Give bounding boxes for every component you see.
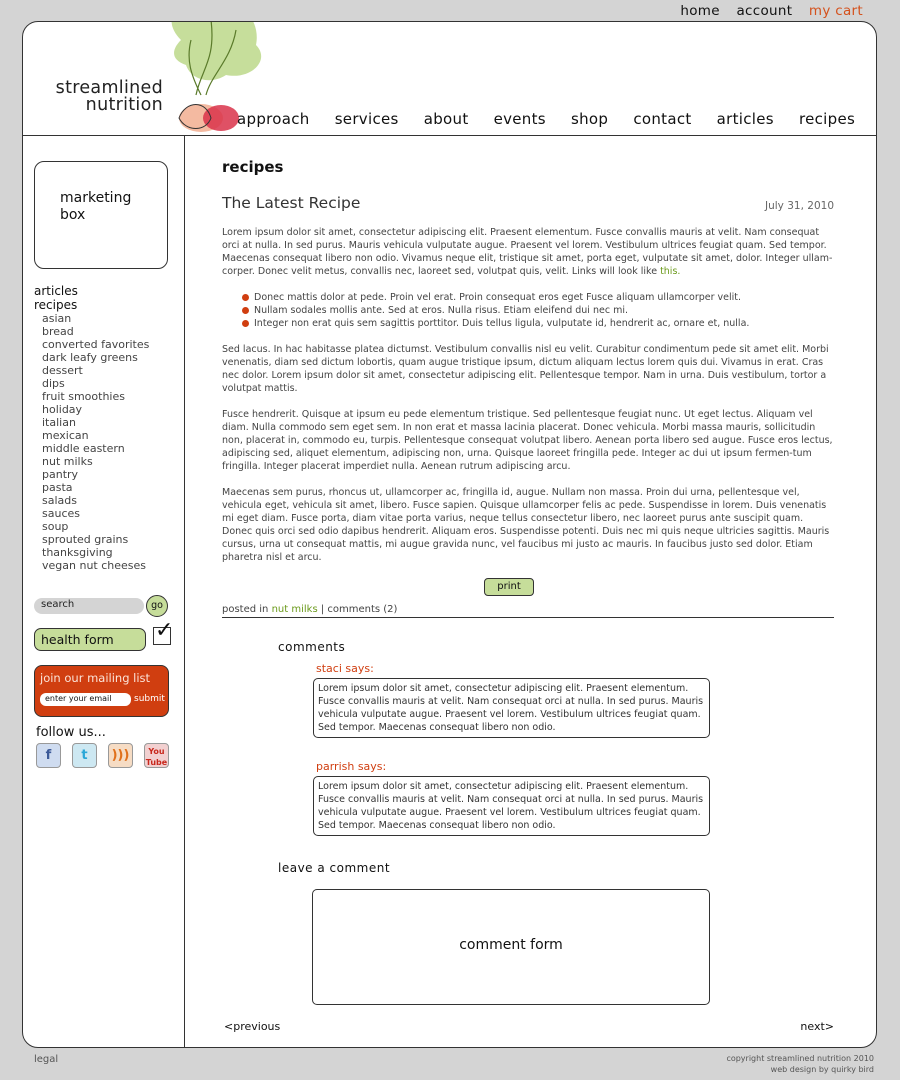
marketing-box[interactable] [34,161,168,269]
sidebar-item-articles[interactable]: articles [34,284,78,298]
sidebar-subitem[interactable]: dips [42,377,65,390]
paragraph-2: Sed lacus. In hac habitasse platea dictumst. Vestibulum convallis nisl eu velit. Curabitur condimentum pede sit amet elit. Morbi venenatis, diam sed dictum lobortis, quam augue tristique ipsum, dictum aliquam lectus lorem quis dui. Vivamus in erat. Cras nec dolor. Lorem ipsum dolor sit amet, consectetur adipiscing elit. Pellentesque tempor. Nam in urna. Duis vestibulum, tortor a volutpat mattis. [222,344,829,394]
mailing-list-title: join our mailing list [40,671,151,685]
sidebar-subitem[interactable]: salads [42,494,77,507]
top-nav [668,3,863,19]
submit-button[interactable]: submit [134,694,165,704]
sidebar-subitem[interactable]: italian [42,416,76,429]
recipe-category-list [34,312,149,572]
comments-count[interactable]: | comments (2) [317,604,398,615]
sidebar-subitem[interactable]: holiday [42,403,83,416]
nav-contact[interactable]: contact [633,110,692,128]
home-link[interactable]: home [680,3,720,19]
comments-heading: comments [278,640,346,654]
site-logo[interactable] [35,80,163,114]
previous-link[interactable]: <previous [224,1020,281,1033]
nav-shop[interactable]: shop [571,110,609,128]
sidebar-subitem[interactable]: thanksgiving [42,546,113,559]
nav-recipes[interactable]: recipes [798,110,856,128]
sidebar-subitem[interactable]: nut milks [42,455,93,468]
twitter-icon[interactable]: t [72,743,97,768]
category-link[interactable]: nut milks [271,604,318,615]
logo-line-2: nutrition [85,95,163,115]
go-button[interactable]: go [146,595,168,617]
sidebar-menu [34,284,149,572]
health-form-button[interactable]: health form [34,628,146,651]
logo-line-1: streamlined [55,78,163,98]
sidebar-subitem[interactable]: sauces [42,507,80,520]
paragraph-1 [222,226,834,278]
page-frame [22,21,877,1048]
checkbox-icon [153,627,171,645]
email-field[interactable]: enter your email [40,693,131,706]
paragraph-3: Fusce hendrerit. Quisque at ipsum eu pede elementum tristique. Sed pellentesque feugiat nunc. Ut eget lectus. Aliquam vel diam. Nulla commodo sem eget sem. In non erat et massa lacinia placerat. Donec vehicula. Morbi massa mauris, sollicitudin non, placerat in, commodo eu, turpis. Pellentesque consequat volutpat libero. Aenean porta libero sed augue. Fusce eros lectus, adipiscing sed, aliquet elementum, adipiscing non, urna. Quisque laoreet fringilla pede. Integer ac dui ut ipsum fermen-tum fringilla. Integer placerat imperdiet nulla. Aenean rutrum adipiscing arcu. [222,409,833,472]
example-link[interactable]: this. [660,266,681,277]
search-input[interactable]: search [34,598,144,614]
next-link[interactable]: next> [800,1020,834,1033]
comment-body: Lorem ipsum dolor sit amet, consectetur adipiscing elit. Praesent elementum. Fusce convallis mauris at velit. Nam consequat orci at nulla. In sed purus. Mauris vehicula vulputate augue. Praesent vel lorem. Vestibulum ultrices feugiat quam. Sed tempor. Maecenas consequat libero non odio. [313,776,710,836]
follow-us-label: follow us... [36,725,106,740]
footer-credits [726,1053,874,1075]
comment-body: Lorem ipsum dolor sit amet, consectetur adipiscing elit. Praesent elementum. Fusce convallis mauris at velit. Nam consequat orci at nulla. In sed purus. Mauris vehicula vulputate augue. Praesent vel lorem. Vestibulum ultrices feugiat quam. Sed tempor. Maecenas consequat libero non odio. [313,678,710,738]
nav-events[interactable]: events [493,110,546,128]
rss-icon[interactable]: ))) [108,743,133,768]
comment-author: parrish says: [316,760,387,773]
post-body [222,226,834,577]
mailing-list-box [34,665,169,717]
sidebar-subitem[interactable]: fruit smoothies [42,390,125,403]
main-nav [237,110,875,128]
page-title: recipes [222,158,284,176]
bullet-list [222,291,834,330]
design-credit: web design by quirky bird [770,1065,874,1074]
leave-comment-heading: leave a comment [278,861,391,875]
sidebar-subitem[interactable]: mexican [42,429,89,442]
print-button[interactable]: print [484,578,534,596]
sidebar-subitem[interactable]: pasta [42,481,73,494]
paragraph-1-text: Lorem ipsum dolor sit amet, consectetur adipiscing elit. Praesent elementum. Fusce convallis mauris at velit. Nam consequat orci at nulla. In sed purus. Mauris vehicula vulputate augue. Praesent vel lorem. Vestibulum ultrices feugiat quam. Sed tempor. Maecenas consequat libero non odio. Vivamus neque elit, tristique sit amet, porta eget, vulputate sit amet, dolor. Integer ullam-corper. Donec velit metus, convallis nec, laoreet sed, volutpat quis, velit. Links will look like [222,227,833,277]
copyright-text: copyright streamlined nutrition 2010 [726,1054,874,1063]
posted-in-label: posted in [222,604,272,615]
sidebar-subitem[interactable]: vegan nut cheeses [42,559,147,572]
sidebar-subitem[interactable]: soup [42,520,69,533]
sidebar-subitem[interactable]: sprouted grains [42,533,129,546]
list-item: Nullam sodales mollis ante. Sed at eros. Nulla risus. Etiam eleifend dui nec mi. [242,304,834,317]
list-item: Donec mattis dolor at pede. Proin vel erat. Proin consequat eros eget Fusce aliquam ullamcorper velit. [242,291,834,304]
my-cart-link[interactable]: my cart [808,3,863,19]
sidebar-divider [184,135,185,1047]
sidebar-subitem[interactable]: converted favorites [42,338,150,351]
comment-author: staci says: [316,662,374,675]
sidebar-subitem[interactable]: bread [42,325,74,338]
header-divider [23,135,876,136]
nav-approach[interactable]: approach [237,110,310,128]
legal-link[interactable]: legal [34,1054,59,1065]
nav-articles[interactable]: articles [716,110,774,128]
paragraph-4: Maecenas sem purus, rhoncus ut, ullamcorper ac, fringilla id, augue. Nullam non massa. Proin dui urna, pellentesque vel, vehicula eget, vehicula sit amet, libero. Fusce sapien. Quisque ullamcorper felis ac pede. Suspendisse in lorem. Duis venenatis mi eget diam. Fusce porta, diam vitae porta varius, neque tellus consectetur libero, nec laoreet purus ante suscipit quam. Donec quis orci sed odio dapibus hendrerit. Aliquam eros. Suspendisse potenti. Duis nec mi quis neque ultricies sagittis. Mauris cursus, urna ut consequat mattis, mi augue gravida nunc, vel faucibus mi justo ac mauris. In faucibus justo sed dolor. Etiam pharetra nisl et arcu. [222,487,830,563]
sidebar-subitem[interactable]: asian [42,312,72,325]
nav-about[interactable]: about [423,110,469,128]
sidebar-subitem[interactable]: middle eastern [42,442,125,455]
sidebar-item-recipes[interactable]: recipes [34,298,78,312]
post-title: The Latest Recipe [222,194,361,212]
post-date: July 31, 2010 [765,200,834,212]
marketing-box-label: marketing box [60,190,132,223]
sidebar-subitem[interactable]: dessert [42,364,83,377]
nav-services[interactable]: services [334,110,399,128]
sidebar-subitem[interactable]: dark leafy greens [42,351,138,364]
facebook-icon[interactable]: f [36,743,61,768]
sidebar-subitem[interactable]: pantry [42,468,79,481]
comment-form[interactable]: comment form [312,889,710,1005]
list-item: Integer non erat quis sem sagittis porttitor. Duis tellus ligula, vulputate id, hendrerit ac, ornare et, nulla. [242,317,834,330]
account-link[interactable]: account [736,3,793,19]
youtube-icon[interactable]: You Tube [144,743,169,768]
post-meta [222,604,834,618]
